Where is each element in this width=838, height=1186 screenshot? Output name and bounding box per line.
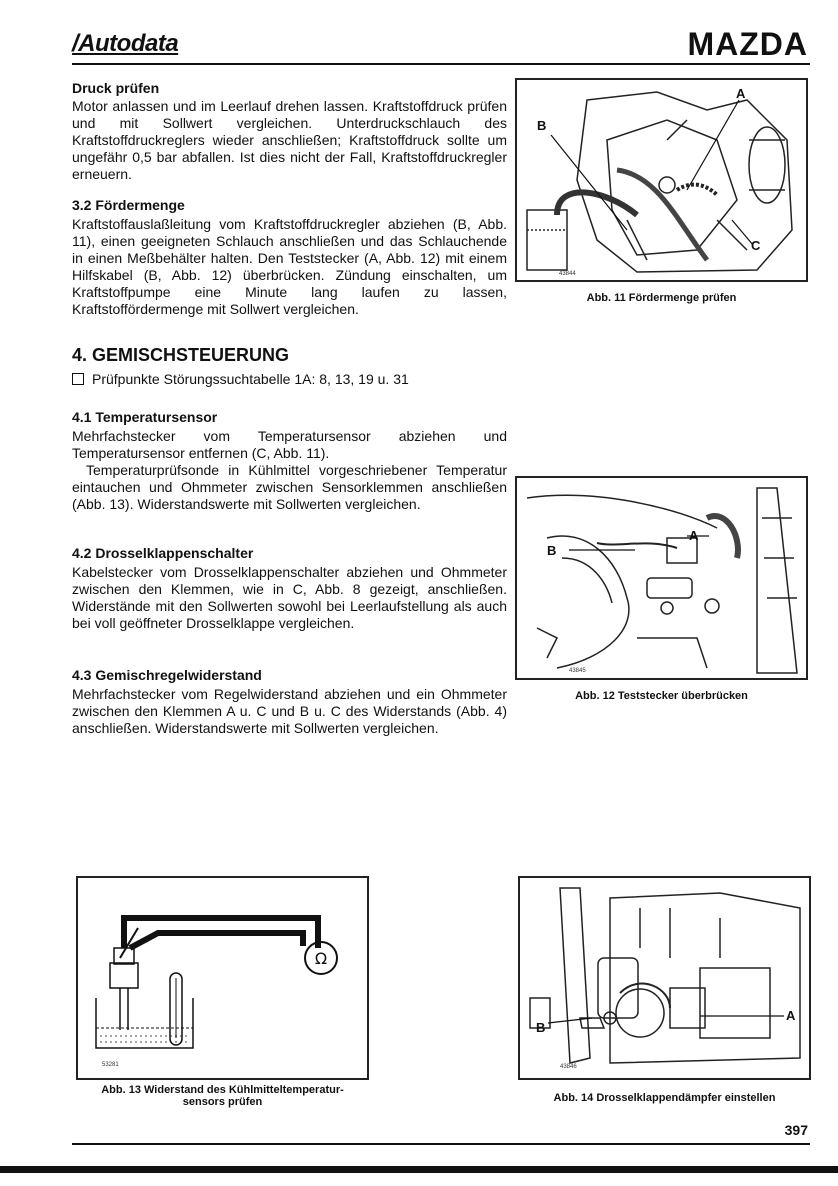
header-rule — [72, 63, 810, 65]
caption-fig-11: Abb. 11 Fördermenge prüfen — [586, 292, 737, 304]
heading-3-2: 3.2 Fördermenge — [72, 197, 185, 213]
heading-4-1: 4.1 Temperatursensor — [72, 409, 218, 425]
caption-fig-13-line1: Abb. 13 Widerstand des Kühlmitteltemperatur- — [101, 1084, 344, 1096]
fig11-label-b: B — [537, 118, 547, 133]
text-4-1a: Mehrfachstecker vom Temperatursensor abziehen und Temperatursensor entfernen (C, Abb. 11). — [72, 428, 507, 461]
check-text: Prüfpunkte Störungssuchtabelle 1A: 8, 13, 19 u. 31 — [92, 371, 409, 387]
figure-13 — [76, 876, 369, 1080]
caption-fig-14: Abb. 14 Drosselklappendämpfer einstellen — [553, 1092, 776, 1104]
check-line — [72, 371, 507, 388]
section-4-2 — [72, 545, 507, 632]
text-3-2: Kraftstoffauslaßleitung vom Kraftstoffdruckregler abziehen (B, Abb. 11), einen geeigneten Schlauch anschließen und das Schlauchende in einen Meßbehälter halten. Den Teststecker (A, Abb. 12) mit einem Hilfskabel (B, Abb. 12) überbrücken. Zündung einschalten, um Kraftstoffpumpe eine Minute lang laufen zu lassen, Kraftstoffördermenge mit Sollwert vergleichen. — [72, 216, 507, 317]
fig11-label-a: A — [736, 86, 746, 101]
make-title: MAZDA — [687, 26, 808, 62]
caption-fig-12: Abb. 12 Teststecker überbrücken — [575, 690, 748, 702]
text-4-1b: Temperaturprüfsonde in Kühlmittel vorgeschriebener Temperatur eintauchen und Ohmmeter zwischen Sensorklemmen anschließen (Abb. 13). Widerstandswerte mit Sollwerten vergleichen. — [72, 462, 507, 512]
fig14-label-a: A — [786, 1008, 796, 1023]
figure-14 — [518, 876, 811, 1080]
heading-4-3: 4.3 Gemischregelwiderstand — [72, 667, 262, 683]
fig14-illustration — [520, 878, 809, 1078]
checkbox-icon — [72, 373, 84, 385]
fig14-code: 43846 — [560, 1064, 577, 1070]
section-4-1 — [72, 409, 507, 513]
text-druck: Motor anlassen und im Leerlauf drehen lassen. Kraftstoffdruck prüfen und mit Sollwert vergleichen. Unterdruckschlauch des Kraftstoffdruckreglers wieder anschließen; Kraftstoffdruck sollte um ungefähr 0,5 bar abfallen. Ist dies nicht der Fall, Kraftstoffdruckregler erneuern. — [72, 98, 507, 182]
footer-rule-thick — [0, 1166, 838, 1173]
fig13-code: 53281 — [102, 1062, 119, 1068]
page-number: 397 — [784, 1122, 808, 1138]
text-4-2: Kabelstecker vom Drosselklappenschalter abziehen und Ohmmeter zwischen den Klemmen, wie in C, Abb. 8 gezeigt, anschließen. Widerstände mit den Sollwerten sowohl bei Leerlaufstellung als auch bei voll geöffneter Drosselklappe vergleichen. — [72, 564, 507, 631]
footer-rule-thin — [72, 1143, 810, 1145]
fig11-label-c: C — [751, 238, 761, 253]
brand-logo: /Autodata — [72, 30, 179, 57]
section-3-2 — [72, 197, 507, 318]
section-druck — [72, 80, 507, 183]
caption-fig-13-line2: sensors prüfen — [182, 1096, 263, 1108]
figure-12 — [515, 476, 808, 680]
heading-4-2: 4.2 Drosselklappenschalter — [72, 545, 254, 561]
section-4 — [72, 345, 507, 388]
section-4-3 — [72, 667, 507, 737]
fig11-illustration — [517, 80, 806, 280]
heading-druck: Druck prüfen — [72, 80, 160, 96]
fig12-illustration — [517, 478, 806, 678]
heading-4: 4. GEMISCHSTEUERUNG — [72, 345, 290, 365]
fig12-label-b: B — [547, 543, 557, 558]
figure-11 — [515, 78, 808, 282]
fig13-illustration — [78, 878, 367, 1078]
ohm-symbol: Ω — [314, 949, 328, 968]
fig12-label-a: A — [689, 528, 699, 543]
fig12-code: 43845 — [569, 668, 586, 674]
fig14-label-b: B — [536, 1020, 546, 1035]
fig11-code: 43844 — [559, 271, 576, 277]
text-4-3: Mehrfachstecker vom Regelwiderstand abziehen und ein Ohmmeter zwischen den Klemmen A u. C und B u. C des Widerstands (Abb. 4) anschließen. Widerstandswerte mit Sollwerten vergleichen. — [72, 686, 507, 736]
caption-fig-13 — [76, 1084, 369, 1108]
